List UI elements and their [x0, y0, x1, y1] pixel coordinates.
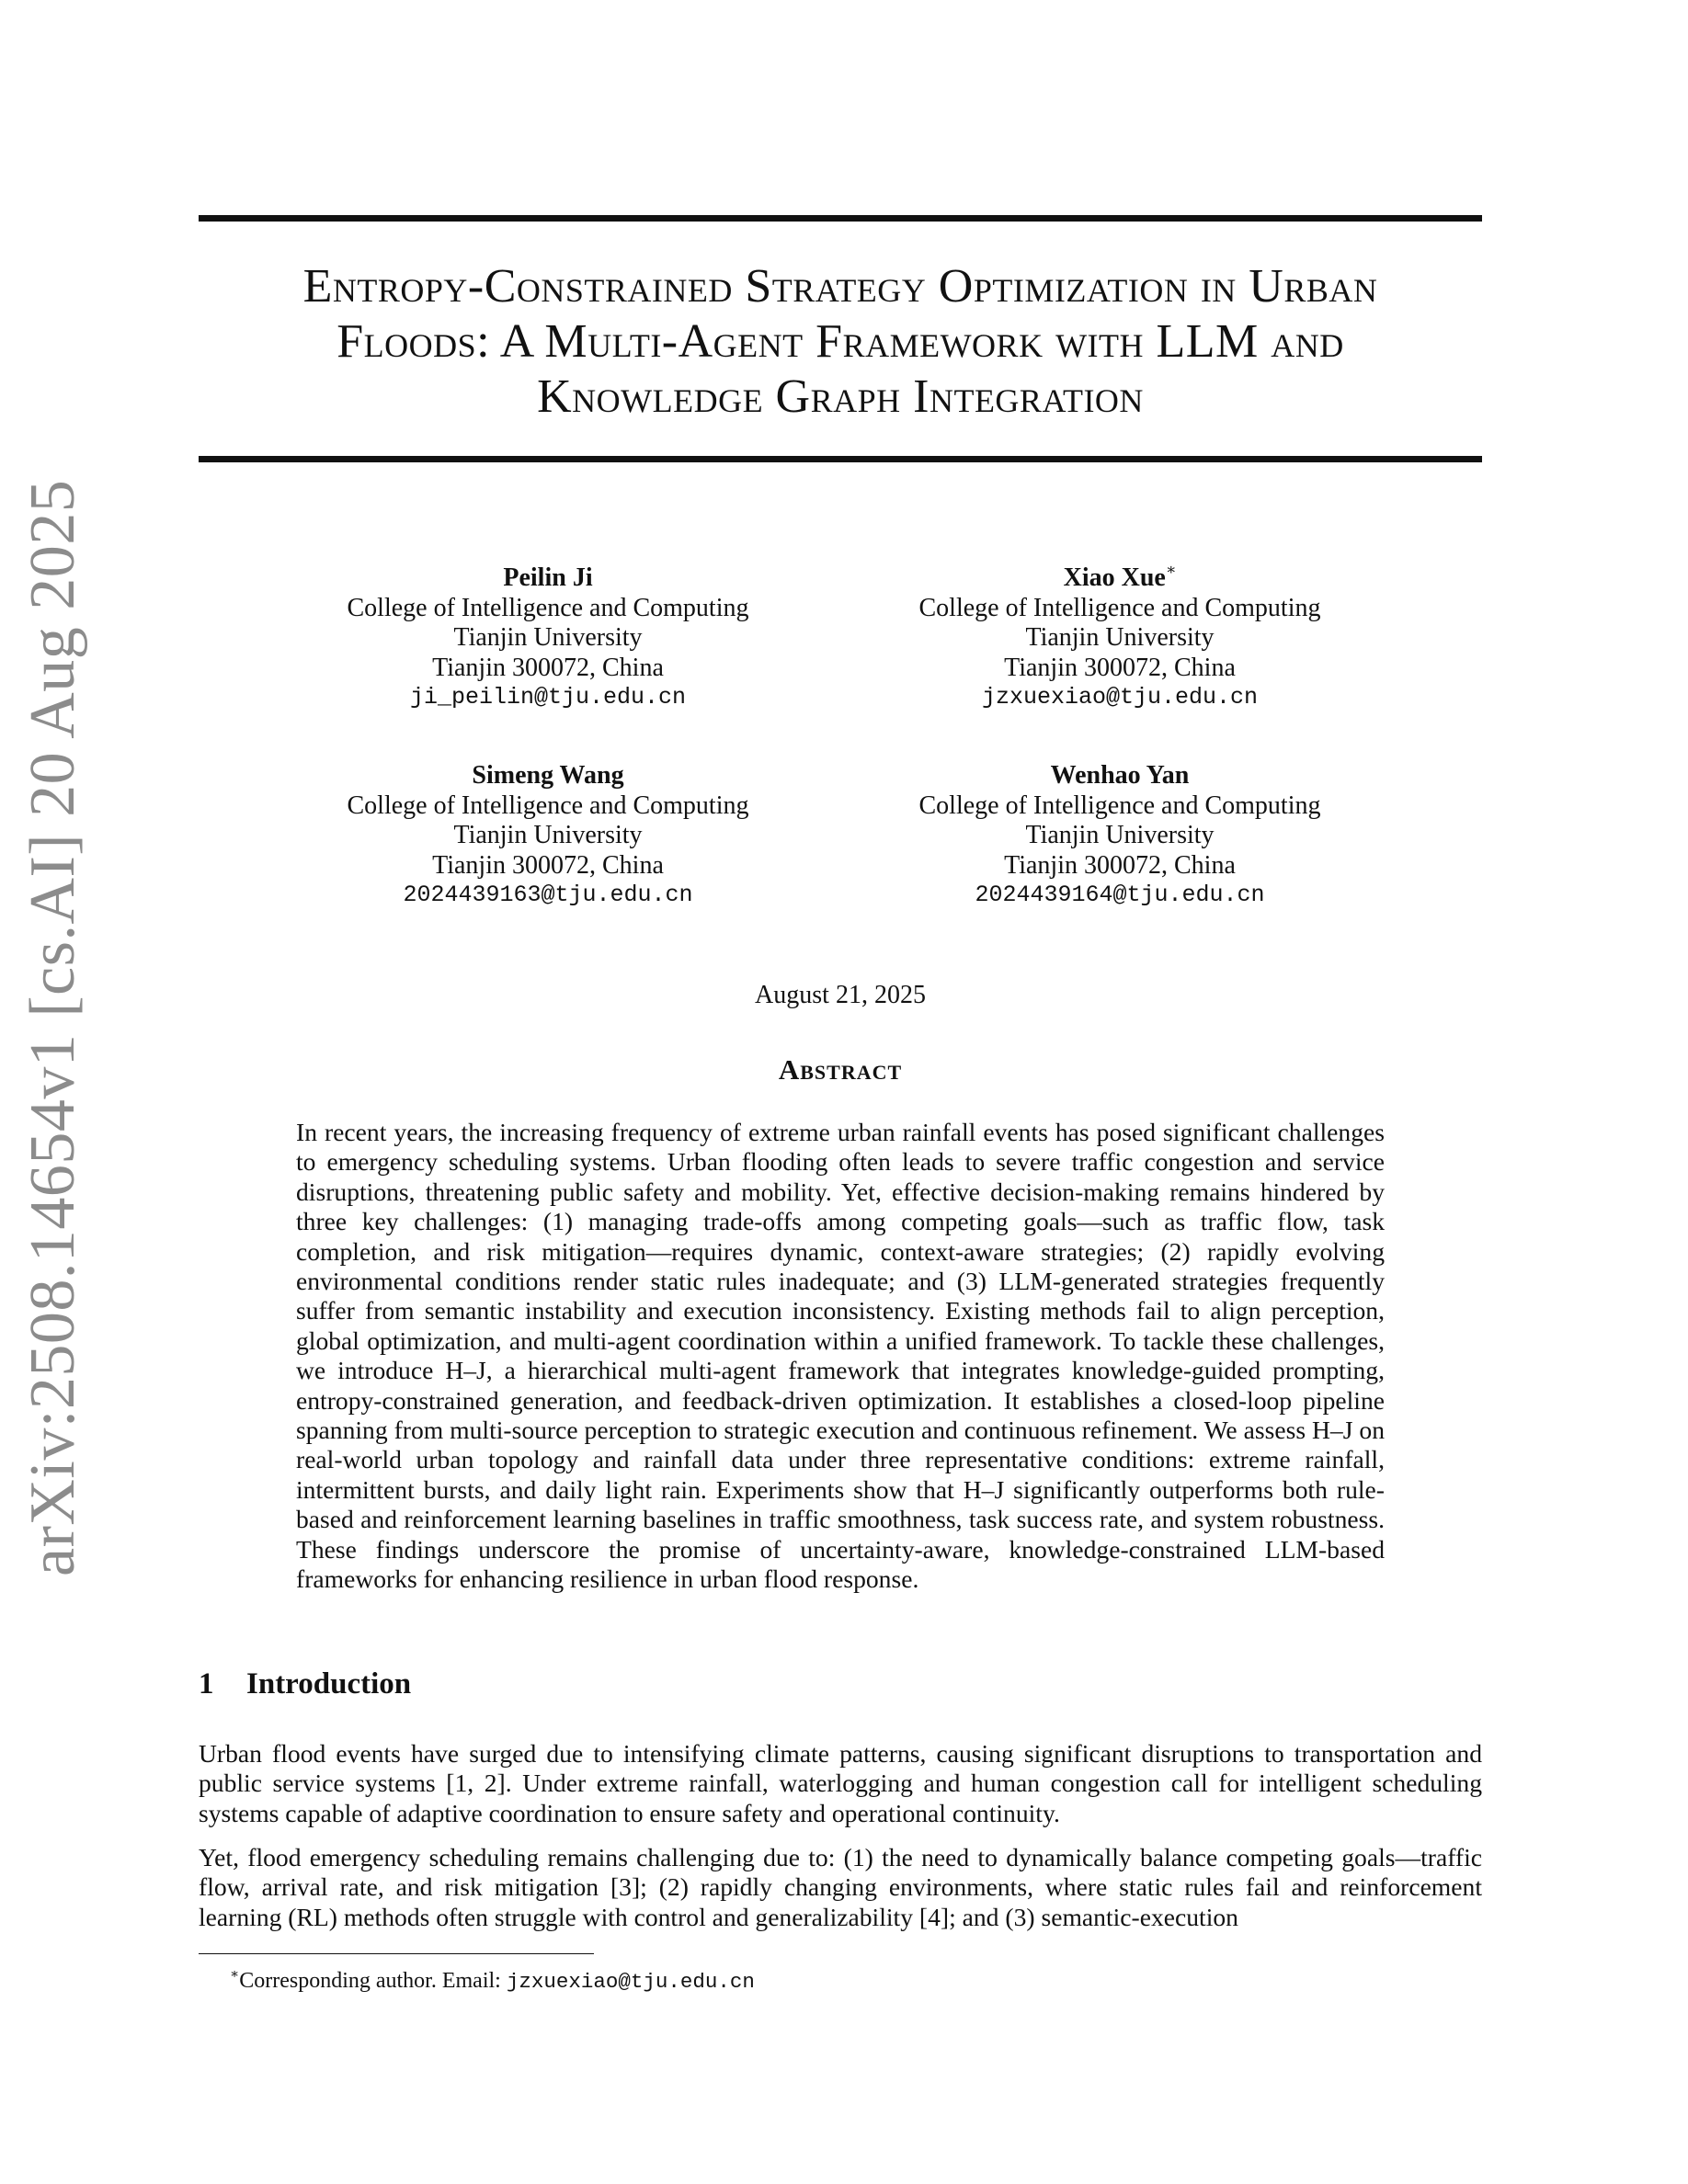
author-address: Tianjin 300072, China	[432, 653, 664, 682]
author-address: Tianjin 300072, China	[1004, 653, 1236, 682]
title-line-3: Knowledge Graph Integration	[537, 370, 1144, 423]
author-xiao-xue	[862, 555, 1377, 713]
abstract-heading: Abstract	[778, 1053, 903, 1086]
author-institution: Tianjin University	[453, 821, 643, 849]
section-heading-introduction	[199, 1666, 1482, 1702]
author-email[interactable]: 2024439164@tju.edu.cn	[975, 882, 1265, 908]
paper-title	[199, 259, 1482, 425]
author-name: Xiao Xue∗	[1063, 561, 1177, 592]
author-email[interactable]: ji_peilin@tju.edu.cn	[409, 684, 687, 711]
author-name: Simeng Wang	[472, 761, 624, 790]
author-institution: Tianjin University	[453, 623, 643, 652]
author-affiliation: College of Intelligence and Computing	[918, 593, 1321, 622]
author-address: Tianjin 300072, China	[1004, 850, 1236, 880]
author-affiliation: College of Intelligence and Computing	[347, 593, 749, 622]
author-institution: Tianjin University	[1025, 623, 1215, 652]
author-name: Wenhao Yan	[1050, 761, 1190, 790]
author-institution: Tianjin University	[1025, 821, 1215, 849]
author-peilin-ji	[291, 555, 805, 713]
abstract-text: In recent years, the increasing frequency of extreme urban rainfall events has posed significant challenges to emergency scheduling systems. Urban flooding often leads to severe traffic congestion and service disruptions, threatening public safety and mobility. Yet, effective decision-making remains hindered by three key challenges: (1) managing trade-offs among competing goals—such as traffic flow, task completion, and risk mitigation—requires dynamic, context-aware strategies; (2) rapidly evolving environmental conditions render static rules inadequate; and (3) LLM-generated strategies frequently suffer from semantic instability and execution inconsistency. Existing methods fail to align perception, global optimization, and multi-agent coordination within a unified framework. To tackle these challenges, we introduce H–J, a hierarchical multi-agent framework that integrates knowledge-guided prompting, entropy-constrained generation, and feedback-driven optimization. It establishes a closed-loop pipeline spanning from multi-source perception to strategic execution and continuous refinement. We assess H–J on real-world urban topology and rainfall data under three representative conditions: extreme rainfall, intermittent bursts, and daily light rain. Experiments show that H–J significantly outperforms both rule-based and reinforcement learning baselines in traffic smoothness, task success rate, and system robustness. These findings underscore the promise of uncertainty-aware, knowledge-constrained LLM-based frameworks for enhancing resilience in urban flood response.	[296, 1118, 1385, 1594]
author-affiliation: College of Intelligence and Computing	[347, 791, 749, 820]
section-title: Introduction	[246, 1667, 412, 1701]
corresponding-author-marker: ∗	[1165, 561, 1177, 578]
author-name: Peilin Ji	[503, 563, 593, 592]
title-top-rule	[199, 215, 1482, 222]
arxiv-identifier-stamp: arXiv:2508.14654v1 [cs.AI] 20 Aug 2025	[17, 479, 88, 1576]
author-email[interactable]: 2024439163@tju.edu.cn	[403, 882, 693, 908]
author-simeng-wang	[291, 753, 805, 911]
publication-date: August 21, 2025	[755, 981, 926, 1009]
author-address: Tianjin 300072, China	[432, 850, 664, 880]
footnote-text: Corresponding author. Email:	[239, 1969, 507, 1993]
footnote-marker: ∗	[230, 1967, 240, 1982]
title-line-1: Entropy-Constrained Strategy Optimization in Urban	[302, 260, 1378, 313]
footnote-rule	[199, 1953, 594, 1954]
title-line-2: Floods: A Multi-Agent Framework with LLM and	[336, 315, 1344, 368]
author-affiliation: College of Intelligence and Computing	[918, 791, 1321, 820]
title-bottom-rule	[199, 456, 1482, 462]
footnote-email[interactable]: jzxuexiao@tju.edu.cn	[506, 1970, 755, 1994]
author-wenhao-yan	[862, 753, 1377, 911]
author-email[interactable]: jzxuexiao@tju.edu.cn	[981, 684, 1259, 711]
section-number: 1	[199, 1667, 214, 1701]
intro-paragraph: Urban flood events have surged due to intensifying climate patterns, causing significant disruptions to transportation and public service systems [1, 2]. Under extreme rainfall, waterlogging and human congestion call for intelligent scheduling systems capable of adaptive coordination to ensure safety and operational continuity.	[199, 1739, 1482, 1827]
footnote	[230, 1961, 1425, 1996]
intro-paragraph: Yet, flood emergency scheduling remains challenging due to: (1) the need to dynamically balance competing goals—traffic flow, arrival rate, and risk mitigation [3]; (2) rapidly changing environments, where static rules fail and reinforcement learning (RL) methods often struggle with control and generalizability [4]; and (3) semantic-execution	[199, 1843, 1482, 1931]
